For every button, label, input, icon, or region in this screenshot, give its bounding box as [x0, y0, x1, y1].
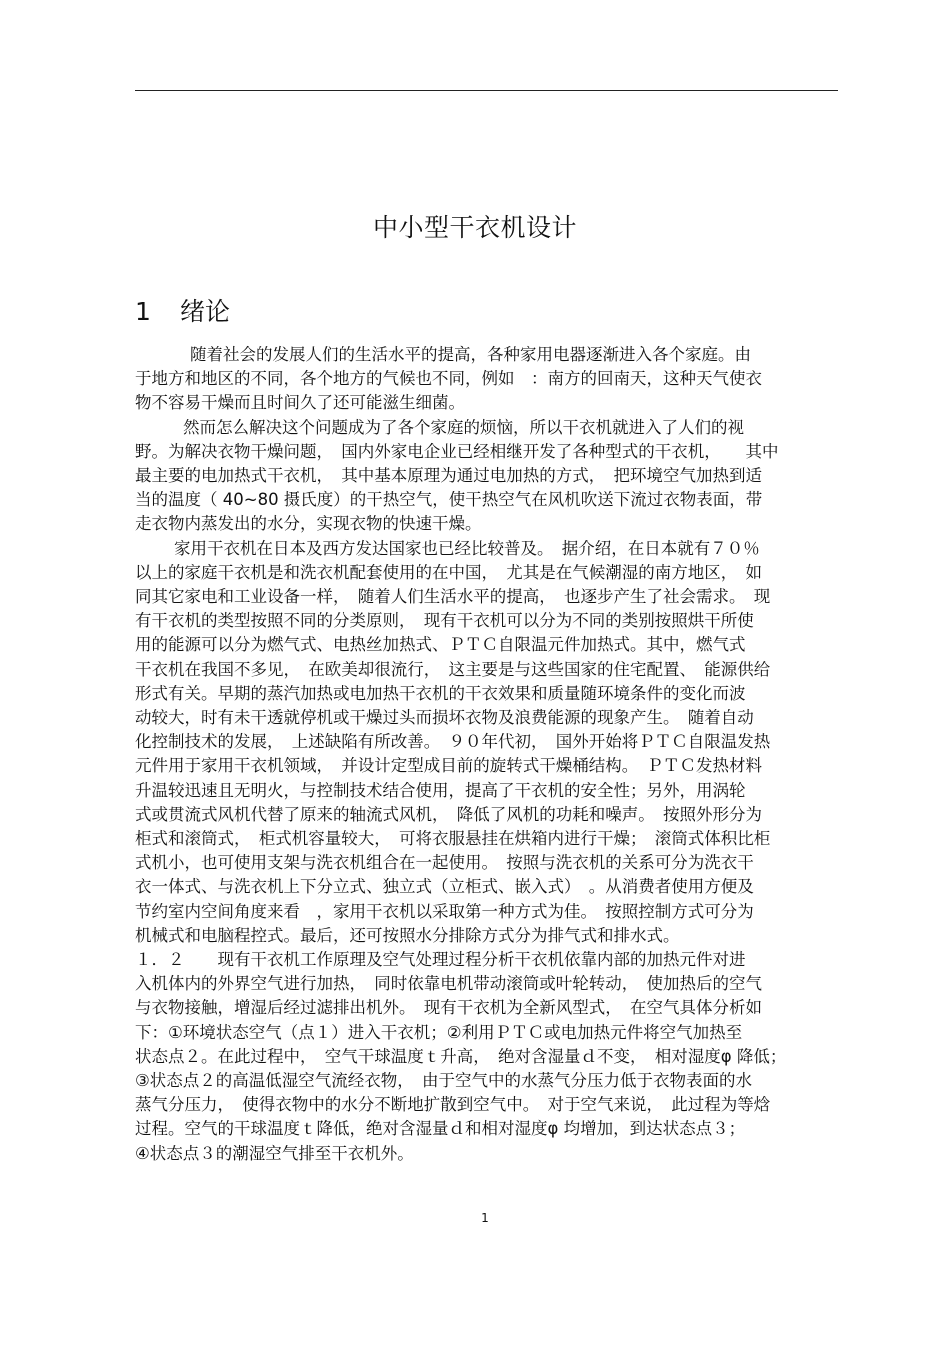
text-line: 随着社会的发展人们的生活水平的提高，各种家用电器逐渐进入各个家庭。由: [190, 345, 751, 364]
text-line: 野。为解决衣物干燥问题， 国内外家电企业已经相继开发了各种型式的干衣机， 其中: [135, 441, 779, 461]
text-line: 同其它家电和工业设备一样， 随着人们生活水平的提高， 也逐步产生了社会需求。 现: [135, 587, 771, 606]
text-line: 以上的家庭干衣机是和洗衣机配套使用的在中国， 尤其是在气候潮湿的南方地区， 如: [135, 562, 762, 582]
text-line: 当的温度（ 40~80 摄氏度）的干热空气，使干热空气在风机吹送下流过衣物表面，带: [135, 490, 763, 510]
page-number: 1: [481, 1211, 489, 1225]
text-line: 入机体内的外界空气进行加热， 同时依靠电机带动滚筒或叶轮转动， 使加热后的空气: [135, 974, 762, 994]
text-line: 走衣物内蒸发出的水分，实现衣物的快速干燥。: [135, 514, 482, 534]
text-line: 式机小，也可使用支架与洗衣机组合在一起使用。 按照与洗衣机的关系可分为洗衣干: [135, 853, 754, 873]
text-line: 过程。空气的干球温度ｔ降低，绝对含湿量ｄ和相对湿度φ 均增加，到达状态点３；: [135, 1119, 746, 1139]
text-line: 然而怎么解决这个问题成为了各个家庭的烦恼，所以干衣机就进入了人们的视: [183, 417, 744, 437]
text-line: 节约室内空间角度来看 ，家用干衣机以采取第一种方式为佳。 按照控制方式可分为: [135, 901, 754, 921]
text-line: 化控制技术的发展， 上述缺陷有所改善。 ９０年代初， 国外开始将ＰＴＣ自限温发热: [135, 732, 771, 752]
text-line: 式或贯流式风机代替了原来的轴流式风机， 降低了风机的功耗和噪声。 按照外形分为: [135, 804, 762, 824]
text-line: 机械式和电脑程控式。最后，还可按照水分排除方式分为排气式和排水式。: [135, 925, 680, 945]
text-line: 状态点２。在此过程中， 空气干球温度ｔ升高， 绝对含湿量ｄ不变， 相对湿度φ 降低；: [135, 1046, 787, 1066]
text-line: ③状态点２的高温低湿空气流经衣物， 由于空气中的水蒸气分压力低于衣物表面的水: [135, 1071, 753, 1090]
section-title: 绪论: [180, 297, 231, 326]
section-heading: [135, 294, 230, 330]
text-line: 干衣机在我国不多见， 在欧美却很流行， 这主要是与这些国家的住宅配置、 能源供给: [135, 659, 771, 679]
text-line: 用的能源可以分为燃气式、电热丝加热式、ＰＴＣ自限温元件加热式。其中，燃气式: [135, 635, 746, 655]
text-line: 与衣物接触，增湿后经过滤排出机外。 现有干衣机为全新风型式， 在空气具体分析如: [135, 998, 762, 1018]
text-line: 动较大，时有未干透就停机或干燥过头而损坏衣物及浪费能源的现象产生。 随着自动: [135, 708, 754, 727]
text-line: 物不容易干燥而且时间久了还可能滋生细菌。: [135, 393, 465, 413]
text-line: １．２ 现有干衣机工作原理及空气处理过程分析干衣机依靠内部的加热元件对进: [135, 950, 746, 969]
text-line: 于地方和地区的不同，各个地方的气候也不同，例如 ：南方的回南天，这种天气使衣: [135, 369, 762, 389]
text-line: 升温较迅速且无明火，与控制技术结合使用，提高了干衣机的安全性；另外，用涡轮: [135, 780, 746, 800]
text-line: ④状态点３的潮湿空气排至干衣机外。: [135, 1143, 414, 1163]
text-line: 衣一体式、与洗衣机上下分立式、独立式（立柜式、嵌入式） 。从消费者使用方便及: [135, 877, 754, 897]
text-line: 家用干衣机在日本及西方发达国家也已经比较普及。 据介绍，在日本就有７０％: [174, 538, 760, 558]
section-number: 1: [135, 297, 151, 326]
text-line: 蒸气分压力， 使得衣物中的水分不断地扩散到空气中。 对于空气来说， 此过程为等焓: [135, 1095, 771, 1115]
header-rule: [135, 90, 838, 91]
text-line: 柜式和滚筒式， 柜式机容量较大， 可将衣服悬挂在烘箱内进行干燥； 滚筒式体积比柜: [135, 829, 771, 848]
text-line: 有干衣机的类型按照不同的分类原则， 现有干衣机可以分为不同的类别按照烘干所使: [135, 611, 754, 631]
text-line: 最主要的电加热式干衣机， 其中基本原理为通过电加热的方式， 把环境空气加热到适: [135, 466, 762, 485]
text-line: 下：①环境状态空气（点１）进入干衣机；②利用ＰＴＣ或电加热元件将空气加热至: [135, 1022, 743, 1042]
text-line: 元件用于家用干衣机领域， 并设计定型成目前的旋转式干燥桶结构。 ＰＴＣ发热材料: [135, 756, 762, 776]
document-title: 中小型干衣机设计: [372, 213, 577, 242]
text-line: 形式有关。早期的蒸汽加热或电加热干衣机的干衣效果和质量随环境条件的变化而波: [135, 683, 746, 703]
